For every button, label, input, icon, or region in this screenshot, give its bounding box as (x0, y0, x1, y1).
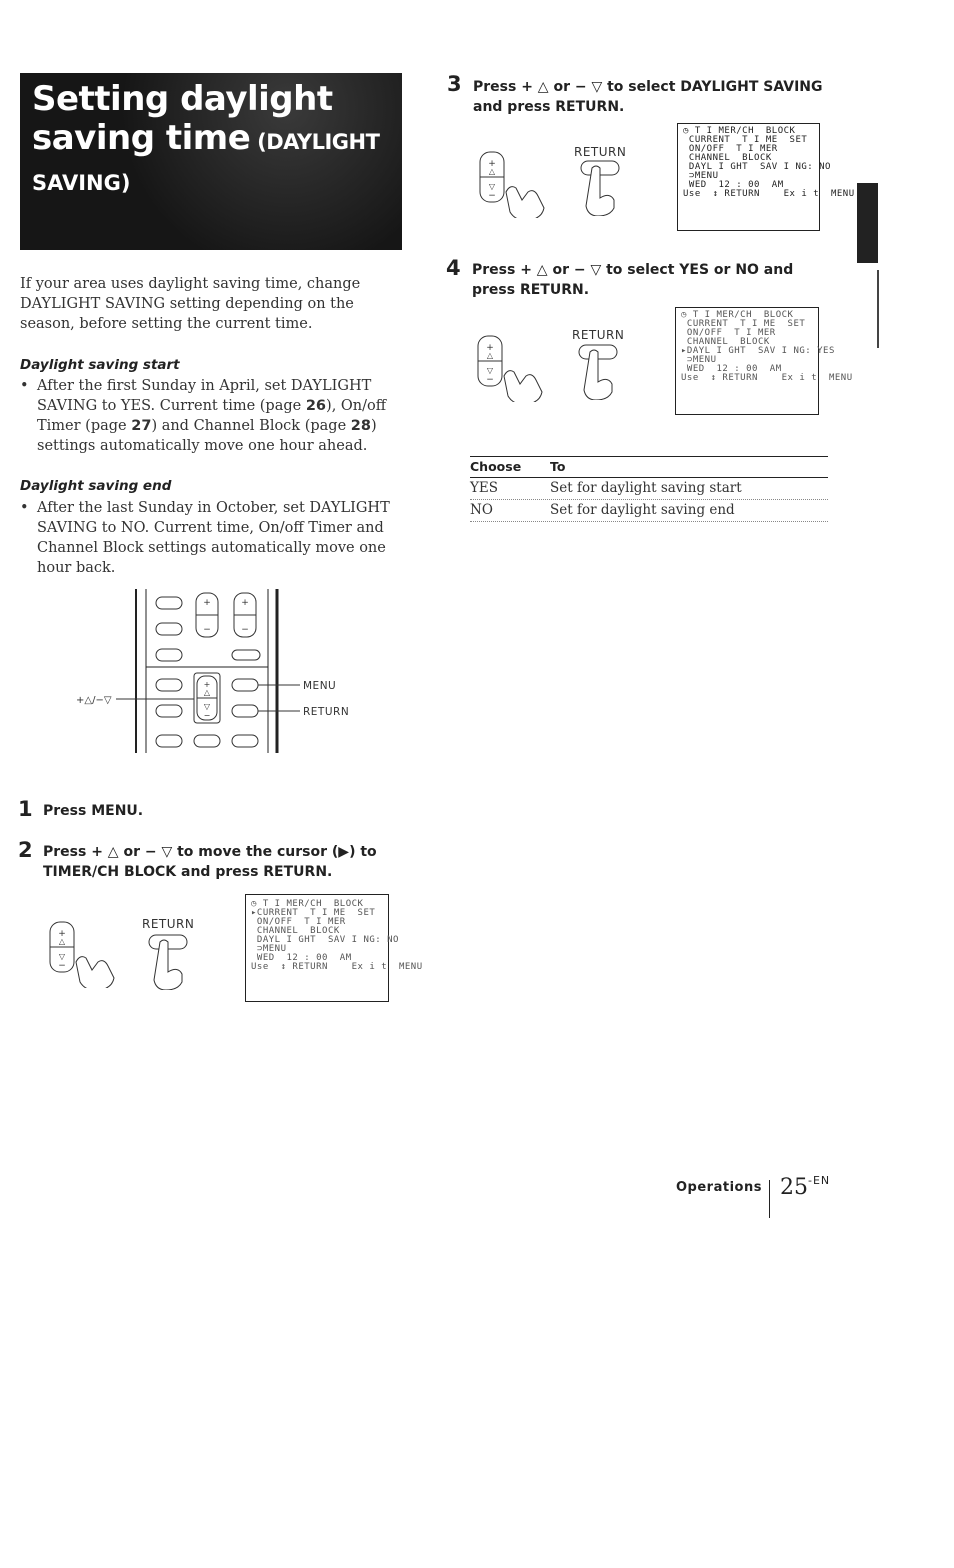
down-triangle-icon: ▽ (488, 182, 496, 191)
page-title-line-2 (32, 118, 379, 158)
step-1-text: Press MENU. (43, 803, 144, 819)
plus-glyph: + (486, 343, 494, 353)
page-title-small: (DAYLIGHT (250, 130, 380, 154)
rocker-press-icon (476, 146, 556, 218)
screen-line: ◷ T I MER/CH BLOCK (681, 310, 794, 320)
down-triangle-icon: ▽ (203, 702, 211, 711)
minus-glyph: − (203, 625, 211, 635)
plus-glyph: + (241, 598, 249, 608)
screen-line: ON/OFF T I MER (681, 328, 776, 338)
return-label: RETURN (572, 328, 625, 342)
table-cell: NO (470, 502, 493, 518)
footer-divider (769, 1180, 770, 1218)
screen-line: Use ↕ RETURN Ex i t MENU (251, 962, 423, 972)
end-paragraph: After the last Sunday in October, set DAYLIGHT SAVING to NO. Current time, On/off Timer and Channel Block settings automatically move one hour back. (37, 500, 390, 576)
table-cell: YES (470, 480, 499, 496)
step-number: 4 (446, 256, 461, 280)
screen-line: Use ↕ RETURN Ex i t MENU (681, 373, 853, 383)
screen-line: CHANNEL BLOCK (251, 926, 340, 936)
plus-glyph: + (488, 159, 496, 169)
menu-button (232, 679, 258, 691)
screen-line: CHANNEL BLOCK (683, 153, 772, 163)
remote-control-illustration (70, 585, 360, 757)
step-number: 3 (447, 72, 462, 96)
text-segment: ), On/off Timer (page (37, 398, 387, 434)
start-heading: Daylight saving start (20, 357, 180, 373)
plus-glyph: + (58, 929, 66, 939)
down-triangle-icon: ▽ (58, 952, 66, 961)
up-triangle-icon: △ (203, 688, 211, 697)
return-label: RETURN (142, 917, 195, 931)
screen-line: ◷ T I MER/CH BLOCK (251, 899, 364, 909)
section-edge-line (877, 270, 879, 348)
page-number-suffix: -EN (808, 1174, 831, 1187)
rocker-press-icon (474, 330, 554, 402)
screen-line: ON/OFF T I MER (251, 917, 346, 927)
screen-line: CHANNEL BLOCK (681, 337, 770, 347)
text-segment: ) and Channel Block (page (151, 418, 351, 434)
step-number: 1 (18, 797, 33, 821)
menu-screen-step-3 (677, 123, 855, 231)
start-paragraph (37, 376, 399, 456)
screen-line: CURRENT T I ME SET (681, 319, 806, 329)
remote-button (232, 650, 260, 660)
step-4-text: Press + △ or − ▽ to select YES or NO and press RETURN. (472, 262, 794, 298)
screen-line: ⊃MENU (681, 355, 717, 365)
intro-paragraph: If your area uses daylight saving time, change DAYLIGHT SAVING setting depending on the season, before setting the current time. (20, 276, 361, 332)
down-triangle-icon: ▽ (486, 366, 494, 375)
return-press-icon (578, 158, 628, 216)
bullet: • (20, 378, 29, 394)
remote-button (156, 735, 182, 747)
footer-section-name: Operations (676, 1180, 762, 1195)
table-header (470, 456, 828, 478)
text-segment: After the first Sunday in April, set DAYLIGHT SAVING to YES. Current time (page (37, 378, 372, 414)
menu-screen-step-4 (675, 307, 853, 415)
page-title-main: saving time (32, 118, 251, 158)
screen-line: WED 12 : 00 AM (683, 180, 784, 190)
up-triangle-icon: △ (58, 937, 66, 946)
up-triangle-icon: △ (486, 351, 494, 360)
minus-glyph: − (488, 191, 496, 201)
screen-lines (683, 127, 855, 199)
minus-glyph: − (203, 711, 211, 720)
page-title-line-3: SAVING) (32, 171, 131, 195)
plus-glyph: + (203, 680, 211, 689)
page-ref: 26 (305, 398, 327, 414)
page-ref: 28 (350, 418, 371, 434)
screen-line: ON/OFF T I MER (683, 144, 778, 154)
page-ref: 27 (131, 418, 152, 434)
screen-lines (681, 311, 853, 383)
step-2-text: Press + △ or − ▽ to move the cursor (▶) to TIMER/CH BLOCK and press RETURN. (43, 844, 377, 880)
screen-line: ◷ T I MER/CH BLOCK (683, 126, 796, 136)
screen-line: ▸CURRENT T I ME SET (251, 908, 376, 918)
remote-button (156, 679, 182, 691)
remote-button (156, 649, 182, 661)
return-press-icon (146, 932, 196, 990)
return-label: RETURN (303, 706, 350, 718)
return-label: RETURN (574, 145, 627, 159)
screen-line: WED 12 : 00 AM (681, 364, 782, 374)
minus-glyph: − (241, 625, 249, 635)
screen-line: CURRENT T I ME SET (683, 135, 808, 145)
bullet: • (20, 500, 29, 516)
step-number: 2 (18, 838, 33, 862)
table-header-choose: Choose (470, 459, 522, 474)
screen-line: Use ↕ RETURN Ex i t MENU (683, 189, 855, 199)
return-press-icon (576, 342, 626, 400)
page-title-line-1: Setting daylight (32, 79, 333, 119)
screen-lines (251, 900, 423, 972)
plus-glyph: + (203, 598, 211, 608)
page-number (780, 1174, 830, 1200)
plus-minus-label: +△/−▽ (76, 695, 112, 706)
remote-button (194, 735, 220, 747)
table-row (470, 478, 828, 500)
table-row (470, 500, 828, 522)
remote-button (156, 597, 182, 609)
section-tab-marker (857, 183, 878, 263)
screen-line: WED 12 : 00 AM (251, 953, 352, 963)
table-header-to: To (550, 459, 566, 474)
choose-table (470, 456, 828, 522)
rocker-press-icon (46, 916, 126, 988)
title-banner (20, 73, 402, 250)
minus-glyph: − (58, 961, 66, 971)
screen-line: DAYL I GHT SAV I NG: NO (251, 935, 399, 945)
text-segment: ) settings automatically move one hour ahead. (37, 418, 377, 454)
page-number-value: 25 (780, 1175, 808, 1200)
table-cell: Set for daylight saving end (550, 502, 735, 518)
remote-button (156, 705, 182, 717)
screen-line: ▸DAYL I GHT SAV I NG: YES (681, 346, 835, 356)
menu-screen-step-2 (245, 894, 423, 1002)
screen-line: ⊃MENU (683, 171, 719, 181)
menu-label: MENU (303, 680, 337, 692)
screen-line: DAYL I GHT SAV I NG: NO (683, 162, 831, 172)
table-cell: Set for daylight saving start (550, 480, 742, 496)
remote-button (156, 623, 182, 635)
step-3-text: Press + △ or − ▽ to select DAYLIGHT SAVING and press RETURN. (473, 79, 823, 115)
screen-line: ⊃MENU (251, 944, 287, 954)
minus-glyph: − (486, 375, 494, 385)
end-heading: Daylight saving end (20, 478, 172, 494)
return-button (232, 705, 258, 717)
up-triangle-icon: △ (488, 167, 496, 176)
remote-button (232, 735, 258, 747)
